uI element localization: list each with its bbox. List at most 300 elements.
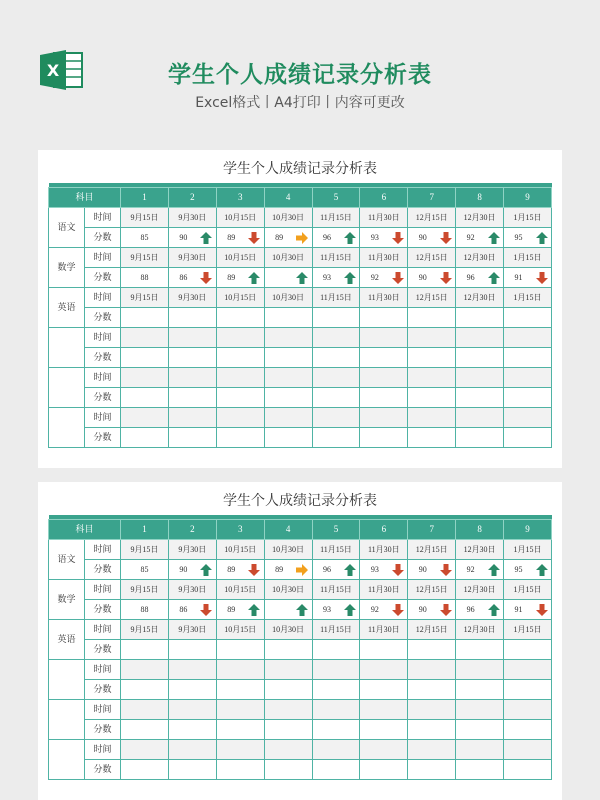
time-cell[interactable]: 12月30日 (456, 288, 504, 308)
score-cell[interactable] (168, 388, 216, 408)
score-wrap (169, 560, 216, 579)
score-wrap (169, 228, 216, 247)
score-cell[interactable] (216, 348, 264, 368)
subject-name[interactable] (49, 700, 85, 740)
up-arrow-icon (200, 232, 212, 244)
time-cell[interactable]: 12月15日 (408, 620, 456, 640)
score-cell[interactable] (216, 720, 264, 740)
time-cell[interactable] (456, 408, 504, 428)
score-cell[interactable] (360, 560, 408, 580)
sheet-title: 学生个人成绩记录分析表 (223, 493, 377, 509)
score-cell[interactable] (216, 428, 264, 448)
score-wrap (360, 388, 407, 407)
time-cell[interactable] (408, 328, 456, 348)
score-cell[interactable] (504, 560, 552, 580)
time-cell[interactable]: 11月15日 (312, 580, 360, 600)
time-cell[interactable] (168, 368, 216, 388)
score-cell[interactable] (216, 268, 264, 288)
score-cell[interactable] (360, 308, 408, 328)
time-cell[interactable]: 12月15日 (408, 248, 456, 268)
score-label: 分数 (85, 308, 121, 328)
score-wrap (217, 560, 264, 579)
down-arrow-icon (440, 232, 452, 244)
time-cell[interactable] (121, 740, 169, 760)
time-cell[interactable]: 9月15日 (121, 620, 169, 640)
score-wrap (408, 428, 455, 447)
score-cell[interactable] (456, 228, 504, 248)
time-cell[interactable]: 10月15日 (216, 540, 264, 560)
time-cell[interactable]: 11月30日 (360, 248, 408, 268)
time-cell[interactable]: 10月30日 (264, 620, 312, 640)
time-cell[interactable]: 11月15日 (312, 208, 360, 228)
time-cell[interactable]: 10月30日 (264, 540, 312, 560)
table-row (49, 248, 552, 268)
score-cell[interactable] (216, 760, 264, 780)
time-cell[interactable]: 12月15日 (408, 540, 456, 560)
score-wrap (169, 760, 216, 779)
time-cell[interactable]: 10月15日 (216, 288, 264, 308)
time-cell[interactable] (216, 328, 264, 348)
score-cell[interactable] (168, 268, 216, 288)
score-cell[interactable] (360, 720, 408, 740)
score-cell[interactable] (121, 760, 169, 780)
score-cell[interactable] (456, 348, 504, 368)
time-cell[interactable]: 12月30日 (456, 208, 504, 228)
score-cell[interactable] (456, 760, 504, 780)
score-cell[interactable] (168, 428, 216, 448)
score-cell[interactable] (504, 228, 552, 248)
subject-name[interactable] (49, 368, 85, 408)
score-cell[interactable] (264, 720, 312, 740)
corner-header: 科目 (49, 188, 121, 208)
score-value: 89 (227, 233, 236, 242)
subject-name[interactable]: 数学 (49, 248, 85, 288)
score-cell[interactable] (121, 720, 169, 740)
score-cell[interactable] (168, 680, 216, 700)
score-cell[interactable] (360, 348, 408, 368)
score-value: 89 (275, 233, 284, 242)
score-cell[interactable] (312, 388, 360, 408)
time-cell[interactable]: 10月30日 (264, 580, 312, 600)
table-row (49, 428, 552, 448)
score-cell[interactable] (456, 640, 504, 660)
score-wrap (265, 348, 312, 367)
time-cell[interactable] (216, 660, 264, 680)
time-cell[interactable]: 11月30日 (360, 288, 408, 308)
table-header-row (49, 188, 552, 208)
down-arrow-icon (200, 604, 212, 616)
time-cell[interactable]: 12月30日 (456, 620, 504, 640)
score-label: 分数 (85, 600, 121, 620)
up-arrow-icon (248, 272, 260, 284)
table-row (49, 680, 552, 700)
time-cell[interactable] (456, 368, 504, 388)
time-cell[interactable] (312, 700, 360, 720)
time-cell[interactable] (312, 740, 360, 760)
score-label: 分数 (85, 680, 121, 700)
time-cell[interactable] (216, 408, 264, 428)
score-value: 96 (322, 233, 331, 242)
time-cell[interactable] (121, 368, 169, 388)
score-cell[interactable] (264, 388, 312, 408)
score-cell[interactable] (312, 228, 360, 248)
score-wrap (169, 680, 216, 699)
score-wrap (313, 560, 360, 579)
time-cell[interactable] (264, 328, 312, 348)
time-cell[interactable] (312, 328, 360, 348)
score-cell[interactable] (264, 680, 312, 700)
score-cell[interactable] (121, 268, 169, 288)
score-wrap (121, 600, 168, 619)
score-cell[interactable] (216, 600, 264, 620)
score-cell[interactable] (264, 760, 312, 780)
score-cell[interactable] (216, 388, 264, 408)
score-cell[interactable] (504, 760, 552, 780)
time-cell[interactable]: 11月30日 (360, 540, 408, 560)
sheet-title: 学生个人成绩记录分析表 (223, 161, 377, 177)
up-arrow-icon (536, 232, 548, 244)
time-cell[interactable]: 9月15日 (121, 288, 169, 308)
score-value: 92 (370, 273, 379, 282)
score-wrap (313, 228, 360, 247)
score-cell[interactable] (168, 348, 216, 368)
score-cell[interactable] (360, 600, 408, 620)
time-label: 时间 (85, 328, 121, 348)
score-cell[interactable] (168, 720, 216, 740)
time-cell[interactable] (504, 368, 552, 388)
score-cell[interactable] (121, 428, 169, 448)
table-row (49, 328, 552, 348)
time-cell[interactable]: 12月15日 (408, 208, 456, 228)
time-cell[interactable]: 9月30日 (168, 288, 216, 308)
page-header (0, 0, 600, 130)
time-cell[interactable] (456, 328, 504, 348)
score-cell[interactable] (408, 560, 456, 580)
subject-name[interactable]: 英语 (49, 620, 85, 660)
score-cell[interactable] (408, 760, 456, 780)
score-cell[interactable] (456, 268, 504, 288)
score-cell[interactable] (264, 348, 312, 368)
time-cell[interactable]: 10月15日 (216, 620, 264, 640)
time-cell[interactable] (312, 368, 360, 388)
score-wrap (121, 228, 168, 247)
score-cell[interactable] (504, 348, 552, 368)
time-cell[interactable] (360, 660, 408, 680)
score-cell[interactable] (216, 640, 264, 660)
score-cell[interactable] (408, 348, 456, 368)
time-cell[interactable]: 9月15日 (121, 248, 169, 268)
score-cell[interactable] (121, 600, 169, 620)
score-wrap (360, 720, 407, 739)
time-cell[interactable]: 1月15日 (504, 248, 552, 268)
time-cell[interactable] (264, 740, 312, 760)
time-cell[interactable] (408, 740, 456, 760)
time-cell[interactable] (408, 660, 456, 680)
score-cell[interactable] (312, 640, 360, 660)
time-cell[interactable] (216, 700, 264, 720)
time-cell[interactable]: 9月30日 (168, 580, 216, 600)
score-cell[interactable] (456, 428, 504, 448)
table-row (49, 660, 552, 680)
score-cell[interactable] (121, 228, 169, 248)
subject-name[interactable]: 数学 (49, 580, 85, 620)
time-cell[interactable]: 10月15日 (216, 208, 264, 228)
score-cell[interactable] (456, 680, 504, 700)
time-cell[interactable]: 12月30日 (456, 540, 504, 560)
score-wrap (360, 600, 407, 619)
score-cell[interactable] (312, 268, 360, 288)
score-wrap (169, 600, 216, 619)
subject-name[interactable]: 语文 (49, 208, 85, 248)
score-sheet-2 (38, 482, 562, 800)
score-cell[interactable] (121, 348, 169, 368)
score-cell[interactable] (168, 600, 216, 620)
time-cell[interactable]: 12月30日 (456, 580, 504, 600)
time-cell[interactable] (312, 408, 360, 428)
score-cell[interactable] (264, 560, 312, 580)
subject-name[interactable] (49, 740, 85, 780)
score-cell[interactable] (504, 720, 552, 740)
time-cell[interactable] (504, 740, 552, 760)
score-wrap (265, 308, 312, 327)
time-cell[interactable] (504, 328, 552, 348)
time-label: 时间 (85, 248, 121, 268)
table-row (49, 208, 552, 228)
time-label: 时间 (85, 580, 121, 600)
time-cell[interactable]: 11月15日 (312, 288, 360, 308)
score-cell[interactable] (504, 600, 552, 620)
time-cell[interactable] (456, 700, 504, 720)
time-cell[interactable] (360, 700, 408, 720)
time-cell[interactable]: 10月15日 (216, 580, 264, 600)
time-cell[interactable]: 1月15日 (504, 620, 552, 640)
score-cell[interactable] (168, 640, 216, 660)
score-wrap (121, 680, 168, 699)
time-cell[interactable] (168, 740, 216, 760)
score-cell[interactable] (312, 308, 360, 328)
time-cell[interactable] (504, 660, 552, 680)
score-cell[interactable] (408, 308, 456, 328)
time-cell[interactable] (264, 700, 312, 720)
down-arrow-icon (392, 564, 404, 576)
column-header: 9 (504, 520, 552, 540)
score-cell[interactable] (312, 348, 360, 368)
score-wrap (456, 640, 503, 659)
time-cell[interactable]: 11月15日 (312, 540, 360, 560)
score-cell[interactable] (121, 680, 169, 700)
score-cell[interactable] (360, 680, 408, 700)
score-wrap (360, 228, 407, 247)
score-cell[interactable] (408, 268, 456, 288)
score-wrap (217, 600, 264, 619)
score-cell[interactable] (216, 560, 264, 580)
time-cell[interactable] (121, 700, 169, 720)
score-cell[interactable] (504, 308, 552, 328)
score-wrap (121, 760, 168, 779)
time-cell[interactable] (216, 368, 264, 388)
time-cell[interactable] (408, 368, 456, 388)
time-cell[interactable] (216, 740, 264, 760)
time-cell[interactable] (264, 368, 312, 388)
score-wrap (408, 308, 455, 327)
score-cell[interactable] (264, 228, 312, 248)
score-cell[interactable] (312, 600, 360, 620)
time-cell[interactable]: 11月30日 (360, 208, 408, 228)
time-cell[interactable]: 12月30日 (456, 248, 504, 268)
time-cell[interactable] (360, 368, 408, 388)
time-cell[interactable]: 9月15日 (121, 580, 169, 600)
time-cell[interactable] (168, 328, 216, 348)
column-header: 2 (168, 520, 216, 540)
time-cell[interactable] (168, 408, 216, 428)
subject-name[interactable] (49, 328, 85, 368)
time-cell[interactable] (121, 660, 169, 680)
score-cell[interactable] (264, 600, 312, 620)
score-cell[interactable] (312, 720, 360, 740)
score-cell[interactable] (408, 428, 456, 448)
time-cell[interactable] (456, 660, 504, 680)
up-arrow-icon (248, 604, 260, 616)
score-cell[interactable] (408, 640, 456, 660)
time-cell[interactable] (168, 700, 216, 720)
score-cell[interactable] (408, 680, 456, 700)
time-cell[interactable] (504, 408, 552, 428)
time-cell[interactable]: 9月30日 (168, 540, 216, 560)
subject-name[interactable] (49, 660, 85, 700)
down-arrow-icon (440, 604, 452, 616)
time-cell[interactable]: 10月30日 (264, 208, 312, 228)
score-cell[interactable] (456, 388, 504, 408)
time-cell[interactable]: 1月15日 (504, 208, 552, 228)
score-wrap (456, 308, 503, 327)
score-cell[interactable] (504, 268, 552, 288)
score-cell[interactable] (312, 560, 360, 580)
time-cell[interactable] (121, 328, 169, 348)
subject-name[interactable] (49, 408, 85, 448)
score-cell[interactable] (456, 720, 504, 740)
time-cell[interactable]: 9月30日 (168, 208, 216, 228)
score-cell[interactable] (312, 760, 360, 780)
score-cell[interactable] (408, 228, 456, 248)
score-cell[interactable] (456, 308, 504, 328)
time-cell[interactable]: 9月30日 (168, 620, 216, 640)
score-value: 93 (322, 273, 331, 282)
score-cell[interactable] (264, 308, 312, 328)
score-cell[interactable] (408, 720, 456, 740)
time-cell[interactable]: 11月15日 (312, 248, 360, 268)
score-cell[interactable] (408, 600, 456, 620)
score-cell[interactable] (168, 760, 216, 780)
score-cell[interactable] (360, 760, 408, 780)
time-cell[interactable] (264, 408, 312, 428)
time-cell[interactable]: 9月15日 (121, 208, 169, 228)
score-cell[interactable] (360, 268, 408, 288)
time-cell[interactable] (504, 700, 552, 720)
time-cell[interactable]: 9月30日 (168, 248, 216, 268)
score-cell[interactable] (360, 428, 408, 448)
score-cell[interactable] (408, 388, 456, 408)
score-cell[interactable] (264, 428, 312, 448)
time-cell[interactable] (264, 660, 312, 680)
time-cell[interactable] (456, 740, 504, 760)
table-row (49, 700, 552, 720)
time-cell[interactable]: 10月30日 (264, 288, 312, 308)
score-cell[interactable] (121, 560, 169, 580)
score-cell[interactable] (121, 640, 169, 660)
score-label: 分数 (85, 388, 121, 408)
time-cell[interactable] (312, 660, 360, 680)
time-cell[interactable] (408, 700, 456, 720)
subject-name[interactable]: 英语 (49, 288, 85, 328)
score-value: 90 (418, 233, 427, 242)
score-wrap (504, 348, 551, 367)
score-cell[interactable] (456, 560, 504, 580)
score-cell[interactable] (121, 388, 169, 408)
score-wrap (504, 308, 551, 327)
time-cell[interactable] (121, 408, 169, 428)
time-cell[interactable]: 11月30日 (360, 580, 408, 600)
table-row (49, 540, 552, 560)
score-cell[interactable] (264, 268, 312, 288)
score-wrap (313, 640, 360, 659)
score-cell[interactable] (360, 388, 408, 408)
score-wrap (408, 680, 455, 699)
score-cell[interactable] (121, 308, 169, 328)
table-row (49, 308, 552, 328)
score-wrap (456, 720, 503, 739)
score-cell[interactable] (216, 228, 264, 248)
score-wrap (121, 720, 168, 739)
time-cell[interactable]: 12月15日 (408, 288, 456, 308)
time-cell[interactable]: 10月15日 (216, 248, 264, 268)
time-cell[interactable] (168, 660, 216, 680)
time-cell[interactable]: 1月15日 (504, 540, 552, 560)
score-cell[interactable] (312, 428, 360, 448)
time-label: 时间 (85, 408, 121, 428)
score-cell[interactable] (216, 308, 264, 328)
time-label: 时间 (85, 288, 121, 308)
score-cell[interactable] (216, 680, 264, 700)
time-cell[interactable]: 11月30日 (360, 620, 408, 640)
score-value: 86 (179, 605, 188, 614)
score-cell[interactable] (360, 640, 408, 660)
score-cell[interactable] (504, 388, 552, 408)
up-arrow-icon (344, 272, 356, 284)
time-cell[interactable] (360, 328, 408, 348)
score-cell[interactable] (504, 428, 552, 448)
time-cell[interactable]: 1月15日 (504, 580, 552, 600)
time-cell[interactable]: 11月15日 (312, 620, 360, 640)
time-cell[interactable] (408, 408, 456, 428)
score-cell[interactable] (504, 680, 552, 700)
time-cell[interactable] (360, 740, 408, 760)
score-cell[interactable] (264, 640, 312, 660)
score-wrap (408, 268, 455, 287)
score-cell[interactable] (360, 228, 408, 248)
score-cell[interactable] (168, 228, 216, 248)
time-cell[interactable]: 10月30日 (264, 248, 312, 268)
score-cell[interactable] (312, 680, 360, 700)
score-cell[interactable] (456, 600, 504, 620)
time-cell[interactable] (360, 408, 408, 428)
subject-name[interactable]: 语文 (49, 540, 85, 580)
time-cell[interactable]: 9月15日 (121, 540, 169, 560)
score-cell[interactable] (168, 308, 216, 328)
score-cell[interactable] (504, 640, 552, 660)
time-cell[interactable]: 12月15日 (408, 580, 456, 600)
time-cell[interactable]: 1月15日 (504, 288, 552, 308)
score-cell[interactable] (168, 560, 216, 580)
